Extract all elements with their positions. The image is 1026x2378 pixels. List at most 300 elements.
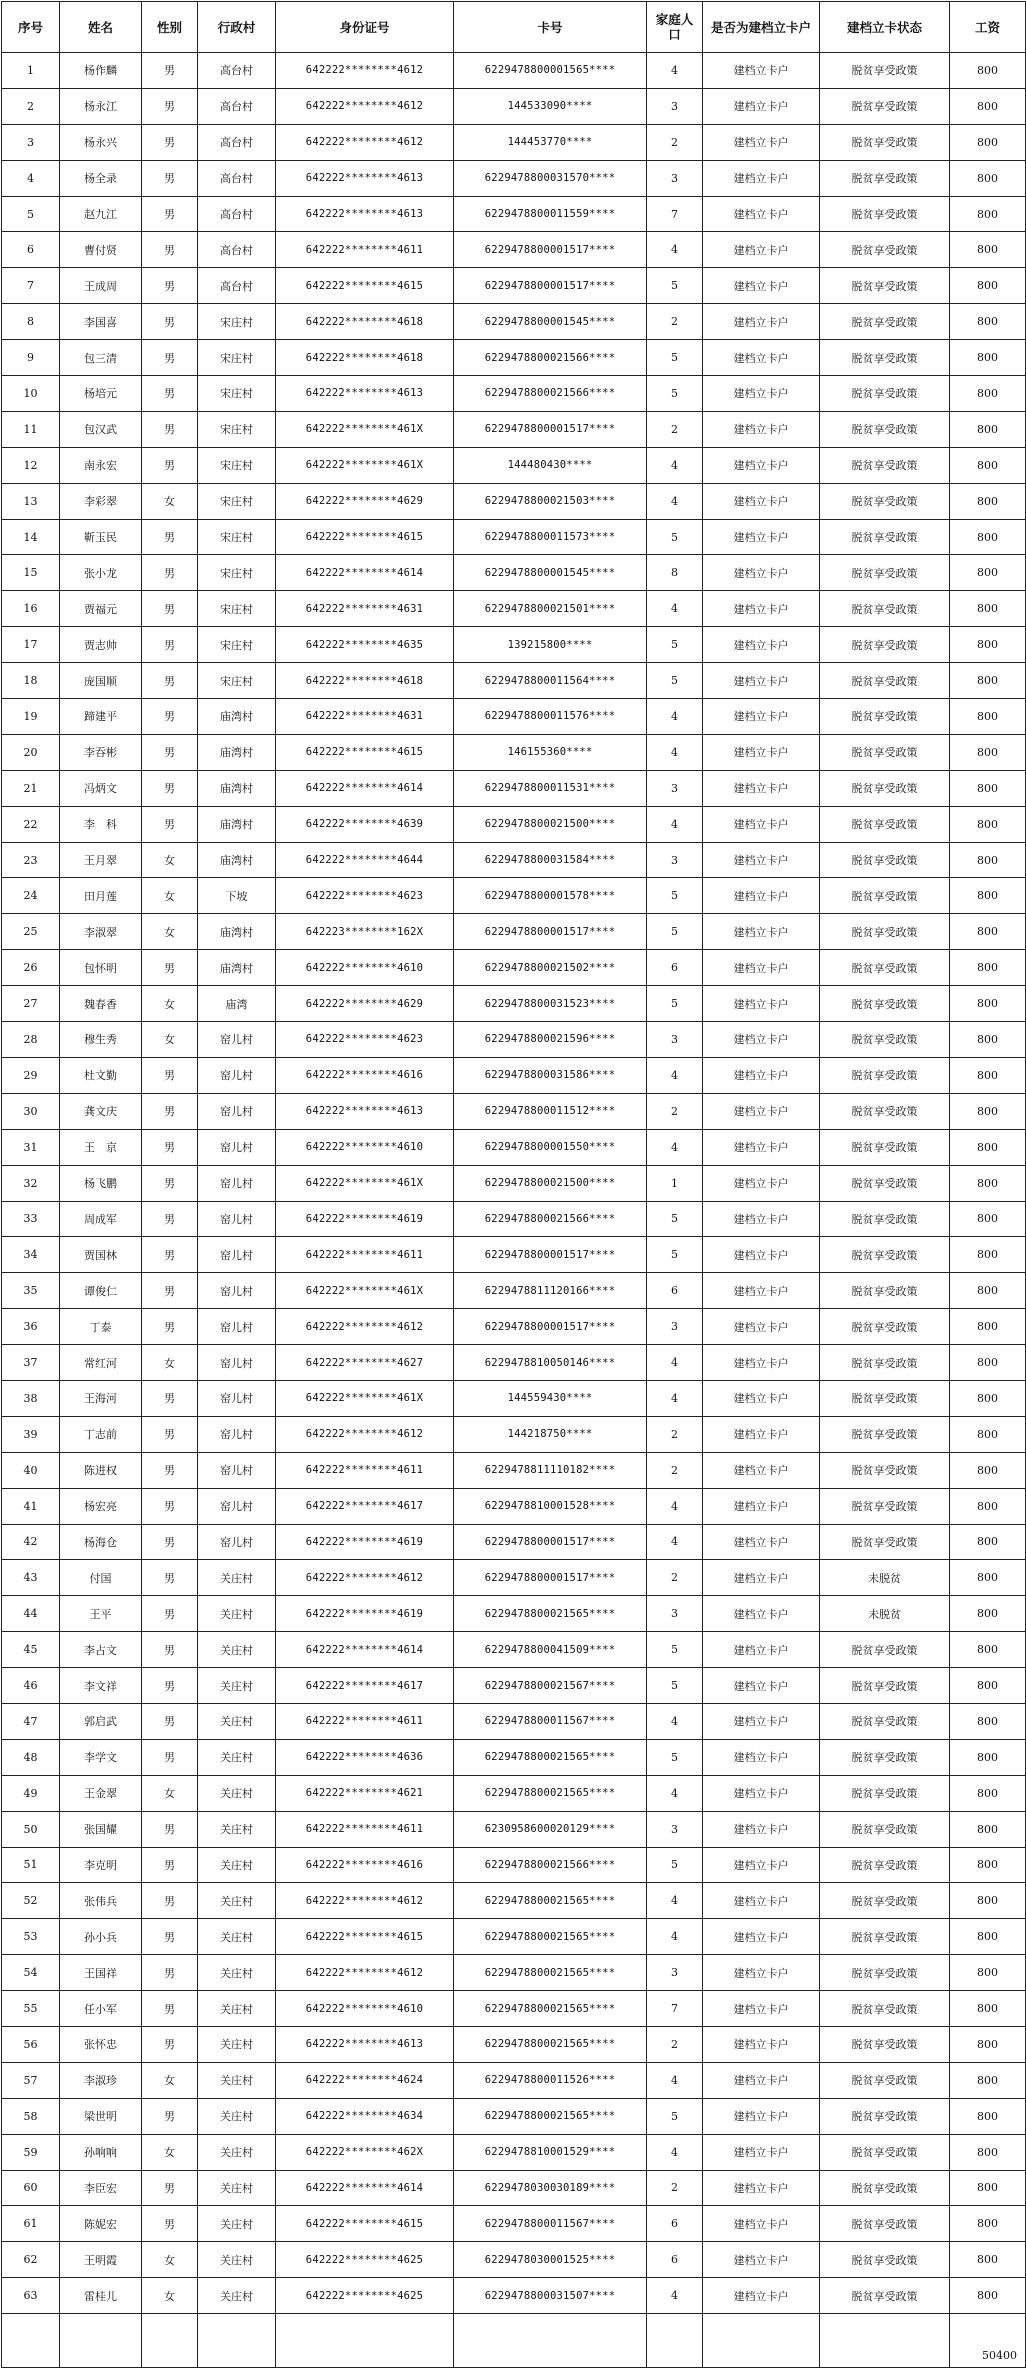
- cell-card-number: 6229478800021565****: [454, 1955, 647, 1991]
- cell-name: 丁志前: [60, 1416, 142, 1452]
- cell-gender: 女: [142, 914, 198, 950]
- cell-status: 脱贫享受政策: [820, 1488, 950, 1524]
- cell-gender: 男: [142, 806, 198, 842]
- cell-household-size: 5: [647, 663, 703, 699]
- cell-status: 脱贫享受政策: [820, 591, 950, 627]
- cell-card-number: 6229478800001578****: [454, 878, 647, 914]
- cell-seq: 60: [2, 2170, 60, 2206]
- cell-household-size: 4: [647, 1345, 703, 1381]
- cell-wage: 800: [950, 196, 1026, 232]
- cell-card-number: 6229478800021567****: [454, 1668, 647, 1704]
- cell-name: 常红河: [60, 1345, 142, 1381]
- cell-name: 曹付贤: [60, 232, 142, 268]
- cell-household-size: 5: [647, 268, 703, 304]
- cell-household-size: 4: [647, 1883, 703, 1919]
- cell-name: 杨培元: [60, 376, 142, 412]
- cell-name: 李吞彬: [60, 734, 142, 770]
- cell-name: 李臣宏: [60, 2170, 142, 2206]
- cell-name: 李国喜: [60, 304, 142, 340]
- cell-registered: 建档立卡户: [703, 1668, 820, 1704]
- cell-card-number: 6229478800011573****: [454, 519, 647, 555]
- cell-wage: 800: [950, 663, 1026, 699]
- cell-wage: 800: [950, 232, 1026, 268]
- table-row: [2, 878, 1026, 914]
- cell-name: 张伟兵: [60, 1883, 142, 1919]
- cell-wage: 800: [950, 986, 1026, 1022]
- table-body: [2, 53, 1026, 2314]
- cell-wage: 800: [950, 1524, 1026, 1560]
- cell-seq: 29: [2, 1057, 60, 1093]
- cell-status: 脱贫享受政策: [820, 2062, 950, 2098]
- cell-card-number: 6229478810050146****: [454, 1345, 647, 1381]
- cell-seq: 13: [2, 483, 60, 519]
- cell-household-size: 4: [647, 2278, 703, 2314]
- cell-status: 脱贫享受政策: [820, 555, 950, 591]
- cell-card-number: 6229478800021500****: [454, 1165, 647, 1201]
- cell-registered: 建档立卡户: [703, 2062, 820, 2098]
- cell-status: 脱贫享受政策: [820, 1739, 950, 1775]
- total-cell-village: [198, 2314, 276, 2368]
- cell-wage: 800: [950, 1847, 1026, 1883]
- cell-seq: 39: [2, 1416, 60, 1452]
- table-row: [2, 88, 1026, 124]
- cell-village: 庙湾村: [198, 734, 276, 770]
- cell-household-size: 5: [647, 519, 703, 555]
- cell-household-size: 3: [647, 842, 703, 878]
- cell-registered: 建档立卡户: [703, 1345, 820, 1381]
- cell-household-size: 6: [647, 950, 703, 986]
- cell-registered: 建档立卡户: [703, 663, 820, 699]
- cell-gender: 男: [142, 1632, 198, 1668]
- table-row: [2, 2134, 1026, 2170]
- total-cell-gender: [142, 2314, 198, 2368]
- cell-wage: 800: [950, 1560, 1026, 1596]
- cell-gender: 男: [142, 124, 198, 160]
- cell-status: 脱贫享受政策: [820, 53, 950, 89]
- cell-status: 脱贫享受政策: [820, 1380, 950, 1416]
- cell-card-number: 6229478800021565****: [454, 1739, 647, 1775]
- cell-card-number: 6229478800001545****: [454, 555, 647, 591]
- cell-name: 魏春香: [60, 986, 142, 1022]
- cell-seq: 22: [2, 806, 60, 842]
- cell-status: 脱贫享受政策: [820, 1237, 950, 1273]
- cell-id-number: 642222********4629: [276, 483, 454, 519]
- cell-id-number: 642222********4619: [276, 1596, 454, 1632]
- table-row: [2, 411, 1026, 447]
- cell-id-number: 642222********4623: [276, 878, 454, 914]
- cell-name: 王国祥: [60, 1955, 142, 1991]
- cell-seq: 24: [2, 878, 60, 914]
- cell-status: 脱贫享受政策: [820, 447, 950, 483]
- cell-wage: 800: [950, 699, 1026, 735]
- cell-seq: 59: [2, 2134, 60, 2170]
- cell-id-number: 642222********4644: [276, 842, 454, 878]
- cell-registered: 建档立卡户: [703, 986, 820, 1022]
- cell-registered: 建档立卡户: [703, 1309, 820, 1345]
- cell-village: 高台村: [198, 232, 276, 268]
- cell-id-number: 642222********4610: [276, 1991, 454, 2027]
- cell-id-number: 642222********4631: [276, 699, 454, 735]
- header-row: [2, 2, 1026, 53]
- cell-gender: 女: [142, 1022, 198, 1058]
- cell-card-number: 6229478800001517****: [454, 1560, 647, 1596]
- cell-village: 宋庄村: [198, 519, 276, 555]
- cell-household-size: 5: [647, 914, 703, 950]
- cell-card-number: 6229478800011526****: [454, 2062, 647, 2098]
- cell-gender: 男: [142, 1919, 198, 1955]
- cell-registered: 建档立卡户: [703, 1380, 820, 1416]
- cell-registered: 建档立卡户: [703, 304, 820, 340]
- cell-gender: 男: [142, 376, 198, 412]
- cell-wage: 800: [950, 1668, 1026, 1704]
- cell-seq: 52: [2, 1883, 60, 1919]
- table-row: [2, 1237, 1026, 1273]
- cell-wage: 800: [950, 411, 1026, 447]
- cell-household-size: 4: [647, 699, 703, 735]
- table-row: [2, 1811, 1026, 1847]
- cell-household-size: 4: [647, 447, 703, 483]
- cell-gender: 女: [142, 2062, 198, 2098]
- cell-name: 南永宏: [60, 447, 142, 483]
- cell-name: 杨全录: [60, 160, 142, 196]
- table-row: [2, 591, 1026, 627]
- cell-status: 脱贫享受政策: [820, 770, 950, 806]
- table-row: [2, 519, 1026, 555]
- cell-name: 王成周: [60, 268, 142, 304]
- cell-registered: 建档立卡户: [703, 519, 820, 555]
- cell-household-size: 4: [647, 591, 703, 627]
- cell-name: 庞国顺: [60, 663, 142, 699]
- cell-village: 宋庄村: [198, 411, 276, 447]
- cell-card-number: 6229478800001517****: [454, 268, 647, 304]
- table-row: [2, 627, 1026, 663]
- payroll-table: [1, 1, 1026, 2368]
- cell-id-number: 642222********461X: [276, 1273, 454, 1309]
- cell-wage: 800: [950, 1955, 1026, 1991]
- cell-wage: 800: [950, 1273, 1026, 1309]
- cell-household-size: 4: [647, 1380, 703, 1416]
- cell-village: 高台村: [198, 88, 276, 124]
- cell-village: 庙湾村: [198, 914, 276, 950]
- cell-name: 贾志帅: [60, 627, 142, 663]
- cell-household-size: 5: [647, 1668, 703, 1704]
- cell-gender: 男: [142, 1703, 198, 1739]
- cell-village: 关庄村: [198, 1668, 276, 1704]
- table-row: [2, 1524, 1026, 1560]
- cell-village: 窑儿村: [198, 1093, 276, 1129]
- cell-status: 脱贫享受政策: [820, 1345, 950, 1381]
- cell-household-size: 2: [647, 2026, 703, 2062]
- cell-name: 李淑翠: [60, 914, 142, 950]
- cell-registered: 建档立卡户: [703, 232, 820, 268]
- cell-registered: 建档立卡户: [703, 2026, 820, 2062]
- cell-seq: 51: [2, 1847, 60, 1883]
- cell-status: 脱贫享受政策: [820, 950, 950, 986]
- cell-seq: 5: [2, 196, 60, 232]
- cell-household-size: 4: [647, 1057, 703, 1093]
- cell-seq: 47: [2, 1703, 60, 1739]
- cell-village: 窑儿村: [198, 1201, 276, 1237]
- cell-status: 脱贫享受政策: [820, 411, 950, 447]
- cell-gender: 男: [142, 591, 198, 627]
- cell-seq: 15: [2, 555, 60, 591]
- cell-id-number: 642222********4611: [276, 1811, 454, 1847]
- cell-status: 未脱贫: [820, 1596, 950, 1632]
- cell-wage: 800: [950, 124, 1026, 160]
- cell-seq: 11: [2, 411, 60, 447]
- cell-registered: 建档立卡户: [703, 1057, 820, 1093]
- cell-village: 下坡: [198, 878, 276, 914]
- cell-gender: 男: [142, 1524, 198, 1560]
- cell-status: 脱贫享受政策: [820, 1811, 950, 1847]
- cell-household-size: 4: [647, 232, 703, 268]
- cell-household-size: 4: [647, 1919, 703, 1955]
- cell-registered: 建档立卡户: [703, 376, 820, 412]
- cell-registered: 建档立卡户: [703, 1201, 820, 1237]
- cell-village: 宋庄村: [198, 447, 276, 483]
- cell-wage: 800: [950, 2242, 1026, 2278]
- cell-card-number: 6229478800011576****: [454, 699, 647, 735]
- cell-name: 王金翠: [60, 1775, 142, 1811]
- cell-name: 田月莲: [60, 878, 142, 914]
- cell-registered: 建档立卡户: [703, 555, 820, 591]
- cell-household-size: 6: [647, 2206, 703, 2242]
- cell-village: 关庄村: [198, 1919, 276, 1955]
- cell-household-size: 8: [647, 555, 703, 591]
- cell-village: 窑儿村: [198, 1273, 276, 1309]
- cell-wage: 800: [950, 376, 1026, 412]
- table-row: [2, 1668, 1026, 1704]
- cell-registered: 建档立卡户: [703, 340, 820, 376]
- cell-name: 杜文勤: [60, 1057, 142, 1093]
- cell-id-number: 642222********4625: [276, 2242, 454, 2278]
- cell-seq: 46: [2, 1668, 60, 1704]
- cell-name: 李文祥: [60, 1668, 142, 1704]
- cell-status: 脱贫享受政策: [820, 1847, 950, 1883]
- cell-village: 关庄村: [198, 2098, 276, 2134]
- cell-name: 丁泰: [60, 1309, 142, 1345]
- table-row: [2, 1775, 1026, 1811]
- cell-village: 宋庄村: [198, 555, 276, 591]
- cell-wage: 800: [950, 1703, 1026, 1739]
- cell-card-number: 139215800****: [454, 627, 647, 663]
- cell-name: 王平: [60, 1596, 142, 1632]
- cell-gender: 男: [142, 1380, 198, 1416]
- cell-wage: 800: [950, 447, 1026, 483]
- cell-seq: 55: [2, 1991, 60, 2027]
- cell-wage: 800: [950, 734, 1026, 770]
- cell-seq: 62: [2, 2242, 60, 2278]
- header-status: 建档立卡状态: [820, 2, 950, 53]
- cell-name: 杨作麟: [60, 53, 142, 89]
- cell-gender: 男: [142, 447, 198, 483]
- cell-name: 穆生秀: [60, 1022, 142, 1058]
- cell-seq: 58: [2, 2098, 60, 2134]
- cell-registered: 建档立卡户: [703, 1775, 820, 1811]
- table-row: [2, 1739, 1026, 1775]
- cell-wage: 800: [950, 627, 1026, 663]
- cell-household-size: 3: [647, 1022, 703, 1058]
- cell-household-size: 6: [647, 2242, 703, 2278]
- table-row: [2, 160, 1026, 196]
- cell-registered: 建档立卡户: [703, 842, 820, 878]
- cell-card-number: 6229478800001517****: [454, 232, 647, 268]
- cell-name: 包怀明: [60, 950, 142, 986]
- cell-gender: 男: [142, 340, 198, 376]
- cell-wage: 800: [950, 1596, 1026, 1632]
- cell-wage: 800: [950, 1632, 1026, 1668]
- cell-id-number: 642222********4634: [276, 2098, 454, 2134]
- cell-household-size: 5: [647, 1847, 703, 1883]
- cell-registered: 建档立卡户: [703, 770, 820, 806]
- cell-wage: 800: [950, 950, 1026, 986]
- table-row: [2, 1883, 1026, 1919]
- cell-card-number: 6229478800021566****: [454, 376, 647, 412]
- cell-status: 脱贫享受政策: [820, 519, 950, 555]
- cell-status: 脱贫享受政策: [820, 2098, 950, 2134]
- table-row: [2, 232, 1026, 268]
- cell-wage: 800: [950, 1739, 1026, 1775]
- table-row: [2, 2026, 1026, 2062]
- cell-id-number: 642222********4635: [276, 627, 454, 663]
- cell-id-number: 642222********4615: [276, 268, 454, 304]
- cell-id-number: 642222********4614: [276, 2170, 454, 2206]
- header-village: 行政村: [198, 2, 276, 53]
- cell-household-size: 4: [647, 806, 703, 842]
- table-row: [2, 663, 1026, 699]
- cell-wage: 800: [950, 1022, 1026, 1058]
- cell-registered: 建档立卡户: [703, 2098, 820, 2134]
- table-row: [2, 268, 1026, 304]
- cell-village: 高台村: [198, 268, 276, 304]
- cell-gender: 男: [142, 1596, 198, 1632]
- table-row: [2, 376, 1026, 412]
- cell-id-number: 642222********4631: [276, 591, 454, 627]
- cell-card-number: 6229478800021566****: [454, 340, 647, 376]
- cell-household-size: 1: [647, 1165, 703, 1201]
- cell-village: 庙湾村: [198, 770, 276, 806]
- cell-village: 关庄村: [198, 1883, 276, 1919]
- cell-gender: 男: [142, 699, 198, 735]
- cell-seq: 53: [2, 1919, 60, 1955]
- cell-seq: 57: [2, 2062, 60, 2098]
- cell-gender: 男: [142, 1093, 198, 1129]
- cell-card-number: 6229478800001517****: [454, 411, 647, 447]
- cell-wage: 800: [950, 1488, 1026, 1524]
- cell-card-number: 6229478800011559****: [454, 196, 647, 232]
- cell-wage: 800: [950, 1201, 1026, 1237]
- cell-wage: 800: [950, 88, 1026, 124]
- cell-gender: 男: [142, 2206, 198, 2242]
- cell-household-size: 2: [647, 411, 703, 447]
- cell-name: 王海河: [60, 1380, 142, 1416]
- cell-name: 贾国林: [60, 1237, 142, 1273]
- cell-id-number: 642222********4612: [276, 1560, 454, 1596]
- table-row: [2, 196, 1026, 232]
- cell-village: 关庄村: [198, 2026, 276, 2062]
- cell-id-number: 642223********162X: [276, 914, 454, 950]
- cell-gender: 男: [142, 519, 198, 555]
- cell-seq: 16: [2, 591, 60, 627]
- cell-card-number: 6229478800021565****: [454, 2098, 647, 2134]
- cell-wage: 800: [950, 1129, 1026, 1165]
- cell-gender: 男: [142, 1739, 198, 1775]
- cell-gender: 男: [142, 627, 198, 663]
- cell-household-size: 5: [647, 1632, 703, 1668]
- table-row: [2, 1165, 1026, 1201]
- cell-status: 脱贫享受政策: [820, 268, 950, 304]
- cell-household-size: 3: [647, 88, 703, 124]
- cell-status: 脱贫享受政策: [820, 1775, 950, 1811]
- cell-id-number: 642222********4612: [276, 53, 454, 89]
- cell-gender: 男: [142, 1811, 198, 1847]
- cell-status: 脱贫享受政策: [820, 878, 950, 914]
- cell-id-number: 642222********4615: [276, 2206, 454, 2242]
- cell-status: 脱贫享受政策: [820, 1668, 950, 1704]
- cell-card-number: 6229478800011567****: [454, 1703, 647, 1739]
- cell-status: 未脱贫: [820, 1560, 950, 1596]
- cell-name: 张怀忠: [60, 2026, 142, 2062]
- cell-id-number: 642222********4615: [276, 1919, 454, 1955]
- cell-village: 窑儿村: [198, 1237, 276, 1273]
- cell-status: 脱贫享受政策: [820, 2026, 950, 2062]
- cell-id-number: 642222********4639: [276, 806, 454, 842]
- cell-village: 窑儿村: [198, 1165, 276, 1201]
- cell-id-number: 642222********4615: [276, 519, 454, 555]
- cell-wage: 800: [950, 340, 1026, 376]
- cell-seq: 42: [2, 1524, 60, 1560]
- table-row: [2, 1273, 1026, 1309]
- cell-id-number: 642222********4610: [276, 1129, 454, 1165]
- table-row: [2, 1632, 1026, 1668]
- cell-gender: 男: [142, 950, 198, 986]
- cell-status: 脱贫享受政策: [820, 806, 950, 842]
- cell-village: 窑儿村: [198, 1022, 276, 1058]
- cell-wage: 800: [950, 1919, 1026, 1955]
- cell-registered: 建档立卡户: [703, 447, 820, 483]
- cell-village: 关庄村: [198, 1596, 276, 1632]
- cell-gender: 男: [142, 232, 198, 268]
- cell-gender: 男: [142, 196, 198, 232]
- table-row: [2, 1955, 1026, 1991]
- cell-registered: 建档立卡户: [703, 914, 820, 950]
- cell-registered: 建档立卡户: [703, 1273, 820, 1309]
- cell-registered: 建档立卡户: [703, 1883, 820, 1919]
- cell-household-size: 7: [647, 1991, 703, 2027]
- cell-wage: 800: [950, 268, 1026, 304]
- cell-card-number: 6229478800031584****: [454, 842, 647, 878]
- cell-id-number: 642222********4617: [276, 1488, 454, 1524]
- cell-status: 脱贫享受政策: [820, 232, 950, 268]
- cell-id-number: 642222********4614: [276, 770, 454, 806]
- cell-id-number: 642222********461X: [276, 447, 454, 483]
- cell-village: 庙湾村: [198, 806, 276, 842]
- cell-household-size: 4: [647, 1703, 703, 1739]
- cell-id-number: 642222********4616: [276, 1057, 454, 1093]
- cell-gender: 男: [142, 2098, 198, 2134]
- cell-household-size: 5: [647, 878, 703, 914]
- cell-wage: 800: [950, 2062, 1026, 2098]
- cell-status: 脱贫享受政策: [820, 663, 950, 699]
- cell-seq: 54: [2, 1955, 60, 1991]
- cell-registered: 建档立卡户: [703, 1955, 820, 1991]
- cell-card-number: 6229478800001517****: [454, 1237, 647, 1273]
- cell-card-number: 6229478810001528****: [454, 1488, 647, 1524]
- cell-seq: 2: [2, 88, 60, 124]
- cell-seq: 14: [2, 519, 60, 555]
- cell-gender: 男: [142, 1991, 198, 2027]
- total-cell-household: [647, 2314, 703, 2368]
